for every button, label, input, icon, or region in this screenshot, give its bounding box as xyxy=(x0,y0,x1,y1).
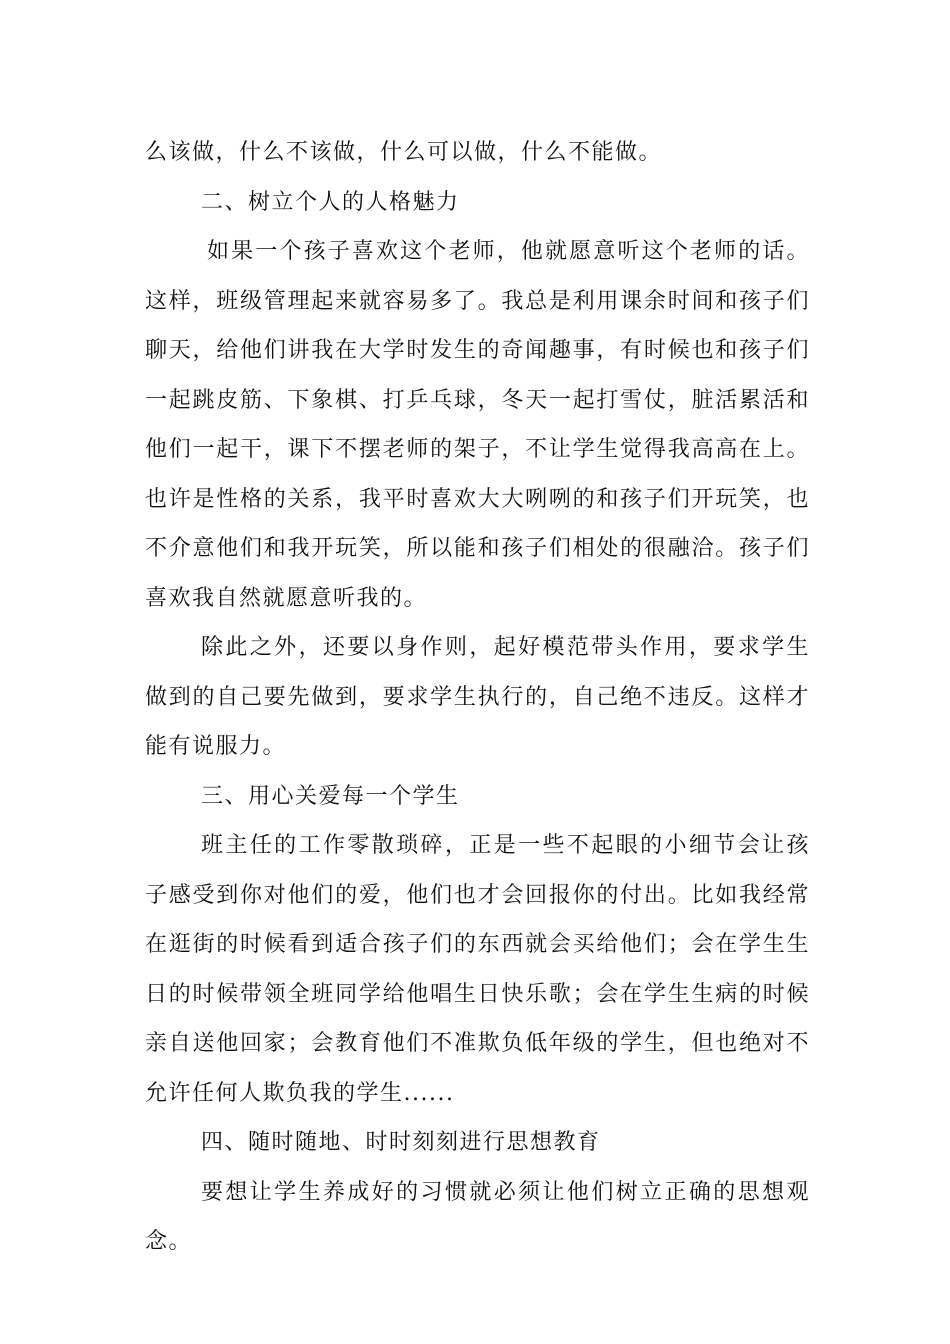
section-heading-2: 二、树立个人的人格魅力 xyxy=(201,189,460,215)
paragraph-teacher-charm: 如果一个孩子喜欢这个老师，他就愿意听这个老师的话。这样，班级管理起来就容易多了。我总是利用课余时间和孩子们聊天，给他们讲我在大学时发生的奇闻趣事，有时候也和孩子们一起跳皮筋、下象棋、打乒乓球，冬天一起打雪仗，脏活累活和他们一起干，课下不摆老师的架子，不让学生觉得我高高在上。也许是性格的关系，我平时喜欢大大咧咧的和孩子们开玩笑，也不介意他们和我开玩笑，所以能和孩子们相处的很融洽。孩子们喜欢我自然就愿意听我的。 xyxy=(145,239,810,611)
paragraph-lead-by-example: 除此之外，还要以身作则，起好模范带头作用，要求学生做到的自己要先做到，要求学生执行的，自己绝不违反。这样才能有说服力。 xyxy=(145,635,810,759)
document-body xyxy=(145,128,810,1267)
section-heading-4: 四、随时随地、时时刻刻进行思想教育 xyxy=(201,1130,601,1155)
section-heading-3: 三、用心关爱每一个学生 xyxy=(201,783,460,809)
paragraph-thought-education: 要想让学生养成好的习惯就必须让他们树立正确的思想观念。 xyxy=(145,1179,810,1254)
paragraph-care-students: 班主任的工作零散琐碎，正是一些不起眼的小细节会让孩子感受到你对他们的爱，他们也才会回报你的付出。比如我经常在逛街的时候看到适合孩子们的东西就会买给他们；会在学生生日的时候带领全班同学给他唱生日快乐歌；会在学生生病的时候亲自送他回家；会教育他们不准欺负低年级的学生，但也绝对不允许任何人欺负我的学生...... xyxy=(145,833,810,1106)
paragraph-continuation: 么该做，什么不该做，什么可以做，什么不能做。 xyxy=(145,140,663,165)
